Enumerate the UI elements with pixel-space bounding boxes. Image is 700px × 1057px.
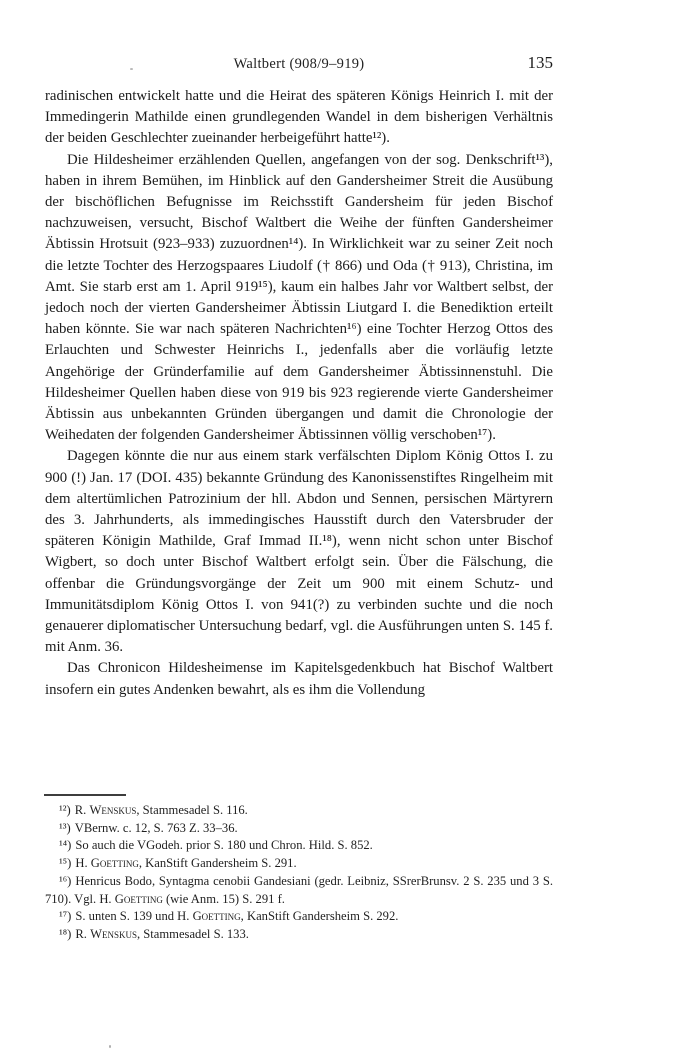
footnote-marker: ¹⁶) xyxy=(59,873,72,888)
footnotes xyxy=(45,802,553,944)
footnote-marker: ¹²) xyxy=(59,803,71,817)
footnote-marker: ¹⁷) xyxy=(59,909,72,924)
running-title: Waltbert (908/9–919) xyxy=(233,56,365,72)
footnote-text: S. unten S. 139 und H. xyxy=(75,909,193,924)
footnote-separator xyxy=(44,794,126,796)
footnote-author-smallcaps: Goetting xyxy=(90,856,139,871)
footnote-text: R. xyxy=(74,803,90,817)
footnote-marker: ¹³) xyxy=(59,820,71,835)
paragraph: radinischen entwickelt hatte und die Heirat des späteren Königs Heinrich I. mit der Immedingerin Mathilde einen grundlegenden Wandel in dem bisherigen Verhältnis der beiden Geschlechter zueinander herbeigeführt hatte¹²). xyxy=(45,88,553,147)
scan-artifact-speck xyxy=(130,68,133,70)
footnote-text: , Stammesadel S. 116. xyxy=(136,803,248,817)
footnote-text: Henricus Bodo, Syntagma cenobii Gandesiani (gedr. Leibniz, SSrerBrunsv. 2 S. 235 und 3 S. 710). Vgl. H. xyxy=(45,873,553,906)
footnote xyxy=(45,908,553,926)
footnote-marker: ¹⁴) xyxy=(59,838,72,853)
footnote-author-smallcaps: Wenskus xyxy=(90,926,137,941)
footnote-text: So auch die VGodeh. prior S. 180 und Chron. Hild. S. 852. xyxy=(75,838,373,853)
footnote xyxy=(45,855,553,873)
footnote-text: H. xyxy=(75,856,91,871)
footnote-marker: ¹⁵) xyxy=(59,856,72,871)
paragraph: Das Chronicon Hildesheimense im Kapitelsgedenkbuch hat Bischof Waltbert insofern ein gutes Andenken bewahrt, als es ihm die Vollendung xyxy=(45,660,553,698)
footnote xyxy=(45,802,553,820)
footnote-text: VBernw. c. 12, S. 763 Z. 33–36. xyxy=(74,820,238,835)
footnote xyxy=(45,873,553,908)
footnote xyxy=(45,837,553,855)
body-text xyxy=(45,86,553,701)
footnote-text: , KanStift Gandersheim S. 291. xyxy=(138,856,297,871)
footnote-author-smallcaps: Goetting xyxy=(114,891,163,906)
footnote xyxy=(45,820,553,838)
footnote-text: , Stammesadel S. 133. xyxy=(136,926,249,941)
footnote-text: R. xyxy=(75,926,91,941)
scan-artifact-speck xyxy=(109,1045,111,1048)
footnote-text: , KanStift Gandersheim S. 292. xyxy=(240,909,399,924)
paragraph: Die Hildesheimer erzählenden Quellen, angefangen von der sog. Denkschrift¹³), haben in ihrem Bemühen, im Hinblick auf den Gandersheimer Streit die Ausübung der bischöflichen Befugnisse im Reichsstift Gandersheim für jeden Bischof nachzuweisen, versucht, Bischof Waltbert die Weihe der fünften Gandersheimer Äbtissin Hrotsuit (923–933) zuzuordnen¹⁴). In Wirklichkeit war zu seiner Zeit noch die letzte Tochter des Herzogspaares Liudolf († 866) und Oda († 913), Christina, im Amt. Sie starb erst am 1. April 919¹⁵), kaum ein halbes Jahr vor Waltbert selbst, der jedoch noch der vierten Gandersheimer Äbtissin Liutgard I. die Benediktion erteilt haben könnte. Sie war nach späteren Nachrichten¹⁶) eine Tochter Herzog Ottos des Erlauchten und Schwester Heinrichs I., jedenfalls aber die vorläufig letzte Angehörige der Gründerfamilie auf dem Gandersheimer Äbtissinnenstuhl. Die Hildesheimer Quellen haben diese von 919 bis 923 regierende vierte Gandersheimer Äbtissin aus unbekannten Gründen übergangen und damit die Chronologie der Weihedaten der folgenden Gandersheimer Äbtissinnen völlig verschoben¹⁷). xyxy=(45,151,553,444)
footnote-text: (wie Anm. 15) S. 291 f. xyxy=(162,891,285,906)
paragraph: Dagegen könnte die nur aus einem stark verfälschten Diplom König Ottos I. zu 900 (!) Jan. 17 (DOI. 435) bekannte Gründung des Kanonissenstiftes Ringelheim mit dem altertümlichen Patrozinium der hll. Abdon und Sennen, persischen Märtyrern des 3. Jahrhunderts, als immedingisches Hausstift durch den Vatersbruder der späteren Königin Mathilde, Graf Immad II.¹⁸), wenn nicht schon unter Bischof Wigbert, so doch unter Bischof Waltbert erfolgt sein. Über die Fälschung, die offenbar die Gründungsvorgänge der Zeit um 900 mit einem Schutz- und Immunitätsdiplom König Ottos I. von 941(?) zu verbinden suchte und die noch genauerer diplomatischer Untersuchung bedarf, vgl. die Ausführungen unten S. 145 f. mit Anm. 36. xyxy=(45,448,553,656)
footnote-marker: ¹⁸) xyxy=(59,926,72,941)
footnote-author-smallcaps: Goetting xyxy=(192,909,241,924)
footnote-author-smallcaps: Wenskus xyxy=(89,803,137,817)
page-number: 135 xyxy=(527,53,553,72)
footnote xyxy=(45,926,553,944)
